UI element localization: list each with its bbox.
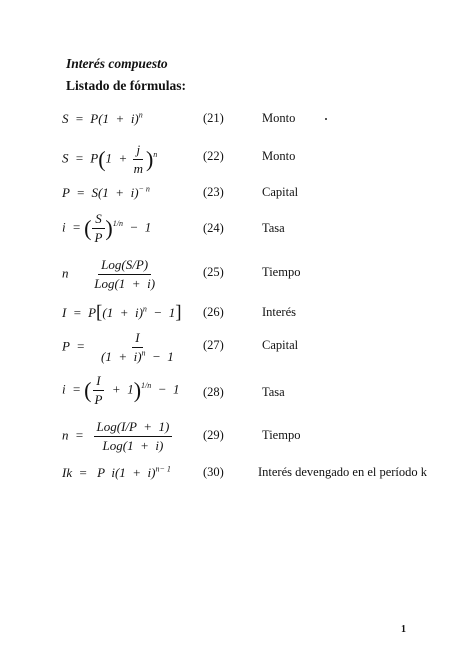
formula-name: Capital	[262, 185, 299, 199]
formula-name: Capital	[262, 338, 299, 352]
section-title: Interés compuesto	[66, 56, 168, 71]
formula-28: i = ( $\frac{I}{P}$ + 1)$^{1/n}$ − 1	[62, 373, 180, 407]
formula-number: (24)	[203, 221, 224, 235]
formula-23: $P = S(1 + i)^{- n}$	[62, 184, 150, 200]
formula-25: n $\frac{\text{Log(S/P)}}{\text{Log(1 + i)}}$	[62, 257, 156, 291]
formula-name: Monto	[262, 111, 296, 125]
formula-number: (28)	[203, 385, 224, 399]
page-number: 1	[401, 624, 406, 635]
formula-27: P = $\frac{I}{(1 + i)^n - 1}$	[62, 330, 174, 364]
formula-21: $S = P(1 + i)^n$	[62, 110, 143, 126]
formula-name: Tiempo	[262, 265, 301, 279]
formula-30: Ik = P $i(1 + i)^{n- 1}$	[62, 464, 171, 480]
formula-name: Interés	[262, 305, 297, 319]
formula-name: Tasa	[262, 221, 285, 235]
formula-number: (29)	[203, 428, 224, 442]
formula-name: Tiempo	[262, 428, 301, 442]
formula-22: S = P(1 + $\frac{j}{m}$ )$^n$	[62, 142, 158, 176]
formula-number: (26)	[203, 305, 224, 319]
formula-number: (22)	[203, 149, 224, 163]
formula-name: Tasa	[262, 385, 285, 399]
formula-29: n = $\frac{\text{Log(I/P + 1)}}{\text{Log(1 + i)}}$	[62, 419, 172, 454]
formula-number: (23)	[203, 185, 224, 199]
formula-26: $I = P[(1 + i)^n - 1]$	[62, 302, 182, 323]
formula-list-heading: Listado de fórmulas:	[66, 78, 187, 93]
formula-name: Monto	[262, 149, 296, 163]
formula-number: (25)	[203, 265, 224, 279]
formula-number: (21)	[203, 111, 224, 125]
scan-speck	[325, 118, 327, 120]
formula-24: i = ( $\frac{S}{P}$ )$^{1/n}$ − 1	[62, 211, 152, 245]
formula-number: (27)	[203, 338, 224, 352]
formula-name: Interés devengado en el período k	[258, 465, 428, 479]
formula-number: (30)	[203, 465, 224, 479]
